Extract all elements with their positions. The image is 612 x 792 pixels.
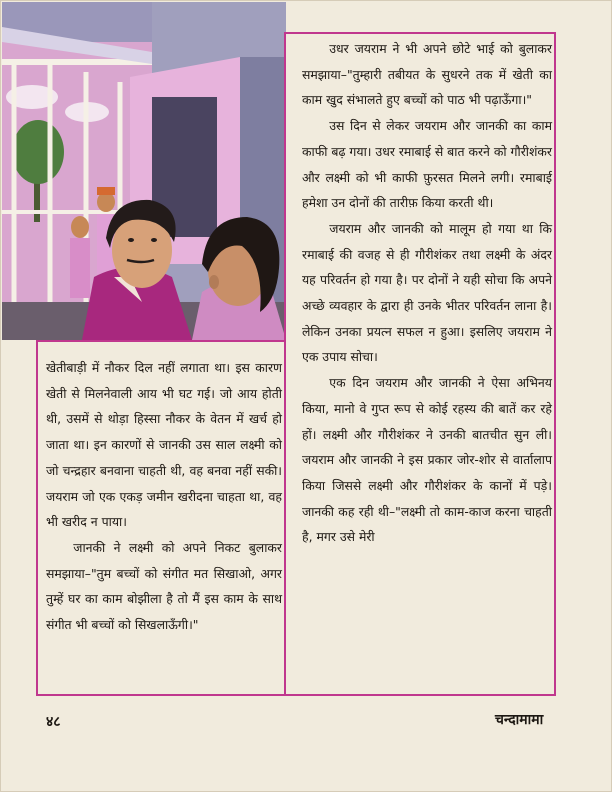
paragraph: उधर जयराम ने भी अपने छोटे भाई को बुलाकर समझाया–"तुम्हारी तबीयत के सुधरने तक में खेती का काम खुद संभालते हुए बच्चों को पाठ भी पढ़ाऊँगा।" — [302, 41, 552, 108]
frame-bottom-edge — [36, 694, 286, 696]
magazine-name: चन्दामामा — [495, 712, 544, 728]
frame-top-left-edge — [36, 340, 286, 342]
paragraph: खेतीबाड़ी में नौकर दिल नहीं लगाता था। इस कारण खेती से मिलनेवाली आय भी घट गई। जो आय होती थी, उसमें से थोड़ा हिस्सा नौकर के वेतन में खर्च हो जाता था। इन कारणों से जानकी उस साल लक्ष्मी को जो चन्द्रहार बनवाना चाहती थी, वह बनवा नहीं सकी। जयराम जो एक एकड़ जमीन खरीदना चाहता था, वह भी खरीद न पाया। — [46, 360, 282, 530]
frame-left-edge — [36, 340, 38, 696]
paragraph: एक दिन जयराम और जानकी ने ऐसा अभिनय किया, मानो वे गुप्त रूप से कोई रहस्य की बातें कर रहे हों। लक्ष्मी और गौरीशंकर ने उनकी बातचीत सुन ली। जयराम और जानकी ने इस प्रकार जोर-शोर से वार्तालाप किया जिससे लक्ष्मी और गौरीशंकर के कानों में पड़े। जानकी कह रही थी–"लक्ष्मी तो काम-काज करना चाहती है, मगर उसे मेरी — [302, 375, 552, 545]
paragraph: जानकी ने लक्ष्मी को अपने निकट बुलाकर समझाया–"तुम बच्चों को संगीत मत सिखाओ, अगर तुम्हें घर का काम बोझीला है तो मैं इस काम के साथ संगीत भी बच्चों को सिखलाऊँगी।" — [46, 539, 282, 633]
left-text-column — [46, 355, 282, 638]
story-illustration — [2, 2, 286, 340]
paragraph: जयराम और जानकी को मालूम हो गया था कि रमाबाई की वजह से ही गौरीशंकर तथा लक्ष्मी के अंदर यह परिवर्तन हो गया है। पर दोनों ने यही सोचा कि अपने अच्छे व्यवहार के द्वारा ही उनके भीतर परिवर्तन लाना है। लेकिन उनका प्रयत्न सफल न हुआ। इसलिए जयराम ने एक उपाय सोचा। — [302, 220, 552, 365]
paragraph: उस दिन से लेकर जयराम और जानकी का काम काफी बढ़ गया। उधर रमाबाई से बात करने को गौरीशंकर और लक्ष्मी को भी काफी फ़ुरसत मिलने लगी। रमाबाई हमेशा उन दोनों की तारीफ़ किया करती थी। — [302, 118, 552, 211]
page-number: ४८ — [46, 714, 61, 730]
right-text-column — [302, 36, 552, 550]
